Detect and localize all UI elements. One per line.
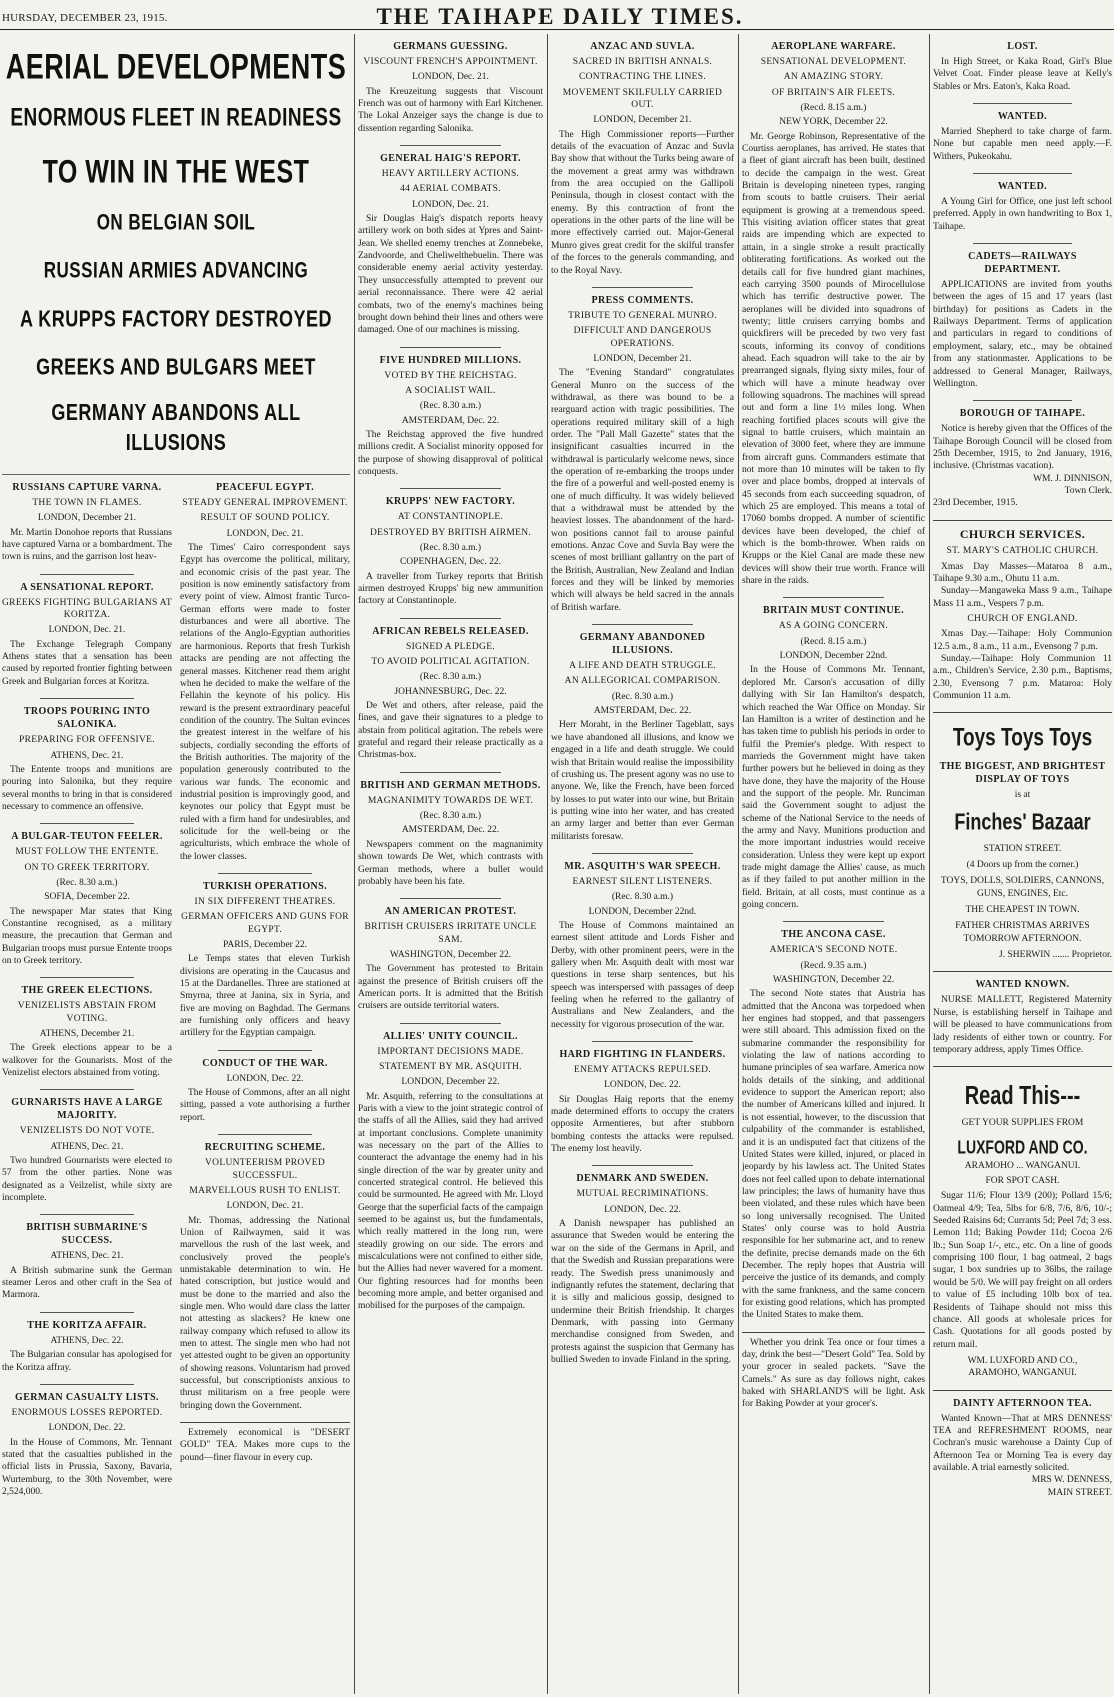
dateline: LONDON, Dec. 22. [604, 1080, 681, 1091]
article-headline: A SENSATIONAL REPORT. [20, 581, 154, 593]
article-body: De Wet and others, after release, paid the fines, and gave their signatures to a pledge to abstain from political agitation. The rebels were grateful and regard their release practically as a Christmas-box. [358, 701, 543, 761]
article-body: Le Temps states that eleven Turkish divisions are operating in the Caucasus and 15 at the Dardanelles. Three are stationed at Smyrna, three at Janina, six in Syria, and five are moving on Baghdad. The Germans are furnishing only officers and heavy artillery for the Egyptian campaign. [180, 954, 350, 1039]
ad-heading: CADETS—RAILWAYS DEPARTMENT. [968, 251, 1077, 276]
article-headline: AEROPLANE WARFARE. [771, 41, 896, 52]
article-headline: BRITISH AND GERMAN METHODS. [360, 779, 541, 791]
article-body: The newspaper Mar states that King Constantine recognised, as a military measure, the precaution that German and Bulgarian troops must pursue Entente troops on to Greek territory. [2, 906, 172, 966]
column-5-advertisements [933, 34, 1112, 1509]
ad-shop-name: LUXFORD AND CO. [957, 1136, 1088, 1157]
article-body: The High Commissioner reports—Further details of the evacuation of Anzac and Suvla Bay show that without the Turks being aware of the movement a great army was withdrawn from the area occupied on the Gallipoli Peninsula, though in closest contact with the enemy. By this contraction of front the operations in the other parts of the line will be more effectively carried out. Major-General Munro gives great credit for the skilful transfer of the forces to the generals commanding, and to the Royal Navy. [551, 129, 734, 276]
dateline: ATHENS, Dec. 21. [50, 1141, 124, 1152]
ad-heading: WANTED. [997, 111, 1048, 123]
dateline: AMSTERDAM, Dec. 22. [593, 706, 692, 717]
article-headline: AFRICAN REBELS RELEASED. [372, 625, 529, 637]
article-subheading: VOTED BY THE REICHSTAG. [384, 370, 517, 381]
headline: TO WIN IN THE WEST [42, 153, 310, 190]
article-body: Sir Douglas Haig reports that the enemy made determined efforts to occupy the craters opposite Armentieres, but after stubborn bombing contests the attacks were repulsed. The enemy lost heavily. [551, 1094, 734, 1155]
divider [40, 574, 134, 575]
article-headline: FIVE HUNDRED MILLIONS. [379, 354, 522, 366]
article-body: A Danish newspaper has published an assurance that Sweden would be entering the war on the side of the Germans in April, and that the Swedish and Russian preparations were ready. The Swedish press unanimously and indignantly refutes the statement, declaring that it is silly and malicious gossip, designed to undermine their British friendship. It charges Denmark, with passing into Germany merchandise consigned from Sweden, and protests against the suspicion that Germany has bullied Sweden to invade Finland in the spring. [551, 1219, 734, 1365]
ad-text: STATION STREET. [983, 843, 1062, 854]
news-article [551, 860, 734, 1031]
article-headline: BRITAIN MUST CONTINUE. [763, 605, 904, 617]
news-article [551, 631, 734, 843]
article-body: The Kreuzeitung suggests that Viscount French was out of harmony with Earl Kitchener. The Lokal Anzeiger says the change is due to dissention regarding Salonika. [358, 86, 543, 134]
divider [592, 1165, 693, 1166]
received-time: (Rec. 8.30 a.m.) [419, 401, 482, 412]
column-1 [2, 34, 350, 1508]
dateline: LONDON, Dec. 22. [604, 1204, 681, 1215]
divider [400, 347, 502, 348]
headline: ENORMOUS FLEET IN READINESS [10, 104, 342, 132]
ad-body: Extremely economical is "DESERT GOLD" TEA. Makes more cups to the pound—finer flavour in every cup. [180, 1428, 350, 1463]
ad-body: Whether you drink Tea once or four times a day, drink the best—"Desert Gold" Tea. Sold by your grocer in sealed packets. "Save the Camels." As sure as day follows night, cakes baked with SHARLAND'S will be light. Ask for Baking Powder at your grocer's. [742, 1337, 925, 1410]
article-subheading: ON TO GREEK TERRITORY. [24, 862, 150, 873]
article-headline: HARD FIGHTING IN FLANDERS. [559, 1049, 726, 1061]
news-article [2, 1096, 172, 1204]
divider [400, 488, 502, 489]
article-body: The House of Commons maintained an earnest silent attitude and Lords Fisher and Derby, with other prominent peers, were in the gallery when Mr. Asquith dealt with most war questions in terse sharp sentences, but his speech was interspersed with passages of deep feeling when he referred to the gallantry of Australians and New Zealanders, and the necessity for vigorous prosecution of the war. [551, 920, 734, 1030]
divider [783, 921, 884, 922]
dateline: LONDON, December 21. [593, 115, 692, 126]
dateline: NEW YORK, December 22. [779, 117, 888, 128]
headline: AERIAL DEVELOPMENTS [5, 47, 347, 87]
received-time: (Rec. 8.30 a.m.) [611, 892, 674, 903]
ad-text: (4 Doors up from the corner.) [966, 860, 1079, 871]
ad-wanted-shepherd [933, 110, 1112, 163]
news-article [180, 1141, 350, 1412]
news-article [2, 984, 172, 1079]
issue-date: HURSDAY, DECEMBER 23, 1915. [2, 12, 168, 24]
article-subheading: ENEMY ATTACKS REPULSED. [574, 1065, 711, 1076]
received-time: (Rec. 8.30 a.m.) [419, 542, 482, 553]
ad-subheading: THE BIGGEST, AND BRIGHTEST DISPLAY OF TOYS [939, 761, 1106, 785]
ad-signature-title: Town Clerk. [1064, 485, 1112, 496]
article-body: The Times' Cairo correspondent says Egypt has overcome the political, military, and economic crisis of the past year. The position is now eminently satisfactory from every point of view. Almost frantic Turco-German efforts were made to foster disturbances and were all abortive. The relations of the Anglo-Egyptian authorities are harmonious. Reports that fresh Turkish attacks are pending are not affecting the general masses. Kitchener read them aright when he decided to make the welfare of the Fellahin the keynote of his policy. His reward is the present extraordinary peaceful condition of the country. The Sultan evinces the greatest interest in the welfare of his subjects, cordially seconding the efforts of the British authorities. The majority of the population generously contributed to the various war funds. The economic and industrial position is improvingly good, and keynotes our policy that Egypt must be ruled with a firm hand for undesirables, and solicitude for the well-being or the agriculturists, which embrace the whole of the lower classes. [180, 543, 350, 862]
article-subheading: SIGNED A PLEDGE. [406, 641, 495, 652]
ad-body: Xmas Day.—Taihape: Holy Communion 12.5 a.m., 8 a.m., 11 a.m., Evensong 7 p.m. [933, 629, 1112, 652]
ad-text: FOR SPOT CASH. [985, 1176, 1060, 1187]
ad-signature: WM. J. DINNISON, [1033, 473, 1112, 484]
article-subheading: IN SIX DIFFERENT THEATRES. [194, 897, 336, 907]
column-3 [551, 34, 734, 1376]
ad-heading: WANTED KNOWN. [975, 979, 1070, 991]
main-headline-block [2, 47, 350, 475]
article-subheading: AN AMAZING STORY. [783, 72, 884, 83]
news-article [358, 152, 543, 336]
ad-text: TOYS, DOLLS, SOLDIERS, CANNONS, GUNS, ENGINES, Etc. [940, 876, 1105, 899]
dateline: COPENHAGEN, Dec. 22. [399, 557, 502, 568]
ad-body: Xmas Day Masses—Mataroa 8 a.m., Taihape 9.30 a.m., Ohutu 11 a.m. [933, 561, 1112, 584]
article-body: Sir Douglas Haig's dispatch reports heavy artillery work on both sides at Ypres and Saint-Jean. We shelled enemy trenches at Zonnebeke, Zandvoorde, and Cheliwelthebuelin. There was considerable enemy aerial activity yesterday. They unsuccessfully attempted to prevent our aerial reconnaissance. There were 42 aerial combats, two of the enemy's machines being brought down behind their lines and others were damaged. One of our machines is missing. [358, 214, 543, 336]
article-body: The House of Commons, after an all night sitting, passed a vote authorising a further report. [180, 1088, 350, 1123]
divider [218, 1134, 312, 1135]
divider [592, 624, 693, 625]
article-body: Two hundred Gournarists were elected to 57 from the other parties. None was designated as a Veilzelist, while sixty are incomplete. [2, 1156, 172, 1204]
article-body: Mr. Asquith, referring to the consultations at Paris with a view to the joint strategic control of the staffs of all the Allies, said they had arrived at important conclusions. Complete unanimity was necessary on the part of the Allies to counteract the advantage the enemy had in his single direction of the war by greater unity and concerted strategical control. He believed this could be surmounted. He agreed with Mr. Lloyd George that the superficial facts of the campaign seemed to be against us, but the fundamentals, which really mattered in the long run, were steadily growing on our side. The errors and miscalculations were not confined to either side, but the Allies had never wavered for a moment. Our fighting resources had for months been becoming more ample, and better organised and mobilised for the purposes of the campaign. [358, 1091, 543, 1312]
dateline: AMSTERDAM, Dec. 22. [401, 825, 500, 836]
ad-body: Notice is hereby given that the Offices of the Taihape Borough Council will be closed from 25th December, 1915, to 2nd January, 1916, inclusive. (Christmas vacation). [933, 424, 1112, 472]
article-subheading: GREEKS FIGHTING BULGARIANS AT KORITZA. [2, 597, 172, 621]
ad-heading: Read This--- [964, 1081, 1081, 1111]
news-article [358, 495, 543, 607]
article-headline: THE ANCONA CASE. [781, 929, 886, 941]
column-rule [738, 34, 739, 1694]
news-article [2, 1221, 172, 1301]
article-body: A traveller from Turkey reports that British airmen destroyed Krupps' big new ammunition factory at Constantinople. [358, 571, 543, 607]
article-subheading: 44 AERIAL COMBATS. [400, 184, 501, 195]
article-headline: BRITISH SUBMARINE'S SUCCESS. [26, 1222, 148, 1247]
news-article [551, 40, 734, 277]
article-body: In the House of Commons Mr. Tennant, deplored Mr. Carson's accusation of dilly dallying with Sir Ian Hamilton's despatch, which reached the War Office on Monday. Sir Ian Hamilton is a writer of destinction and he has taken time to publish his periods in order to fulfil the Premier's pledge. With respect to marrieds the Government might have taken further powers but he believed in doing as they have done, they have the majority of the House and the support of the people. Mr. Runciman said the Government sought to adjust the scheme of the National Service to the needs of the army and Navy. Munitions production and the more important industries would receive consideration. Unless they were kept up export trade might damage the Allies' cause, as much as if they failed to put another million in the field. Britain, at all costs, must continue as a going concern. [742, 665, 925, 910]
ad-heading: DAINTY AFTERNOON TEA. [953, 1397, 1092, 1409]
received-time: (Rec. 8.30 a.m.) [56, 877, 118, 888]
ad-signature: ARAMOHO, WANGANUI. [968, 1368, 1077, 1379]
ad-heading: Toys Toys Toys [952, 724, 1093, 753]
newspaper-title: THE TAIHAPE DAILY TIMES. [376, 4, 744, 29]
news-article [2, 581, 172, 688]
column-2 [358, 34, 543, 1323]
article-headline: DENMARK AND SWEDEN. [576, 1173, 709, 1185]
dateline: PARIS, December 22. [222, 940, 308, 951]
divider [40, 1384, 134, 1385]
news-article [2, 481, 172, 564]
divider [973, 243, 1071, 244]
column-rule [547, 34, 548, 1694]
dateline: LONDON, Dec. 21. [226, 528, 304, 539]
ad-body: Sugar 11/6; Flour 13/9 (200); Pollard 15/6; Oatmeal 4/9; Tea, 5lbs for 6/8, 7/6, 8/6, 10/-; Seeded Raisins 6d; Currants 5d; Peel 7d; 3 ess. Lemon 11d; Baking Powder 11d; Cocoa 2/6 lb.; Sun Soap 1/-, etc., etc. On a line of goods comprising 100 flour, 1 bag oatmeal, 2 bags sugar, 1 box sundries up to 36lbs, the railage would be 5/0. We will pay freight on all orders to value of £5 including 10lb box of tea. Residents of Taihape should not miss this chance. All goods at wholesale prices for Cash. Quotations for all goods posted by return mail. [933, 1191, 1112, 1350]
article-headline: MR. ASQUITH'S WAR SPEECH. [564, 860, 721, 872]
divider [40, 1312, 134, 1313]
article-subheading: A SOCIALIST WAIL. [405, 385, 496, 396]
divider [400, 618, 502, 619]
divider [783, 597, 884, 598]
dateline: LONDON, Dec. 21. [412, 72, 489, 83]
ad-text: THE CHEAPEST IN TOWN. [965, 905, 1080, 916]
article-headline: PEACEFUL EGYPT. [215, 482, 315, 494]
ad-wanted-girl [933, 180, 1112, 233]
dateline: LONDON, December 21. [37, 513, 137, 524]
divider [973, 400, 1071, 401]
article-subheading: AS A GOING CONCERN. [778, 621, 889, 632]
divider [40, 1089, 134, 1090]
divider [973, 173, 1071, 174]
dateline: AMSTERDAM, Dec. 22. [401, 415, 500, 426]
ad-heading: LOST. [1007, 41, 1038, 52]
news-article [358, 40, 543, 135]
news-article [2, 830, 172, 967]
article-subheading: MAGNANIMITY TOWARDS DE WET. [367, 795, 534, 806]
article-subheading: HEAVY ARTILLERY ACTIONS. [381, 169, 520, 180]
news-article [2, 705, 172, 813]
masthead [0, 0, 1114, 30]
news-article [358, 625, 543, 762]
ad-body: Sunday.—Taihape: Holy Communion 11 a.m., Children's Service, 2.30 p.m., Baptisms, 2.30, Evensong 7 p.m. Mataroa: Holy Communion 11 a.m. [933, 653, 1112, 701]
article-subheading: A LIFE AND DEATH STRUGGLE. [569, 661, 716, 672]
headline: GERMANY ABANDONS ALL ILLUSIONS [51, 399, 301, 456]
article-subheading: GERMAN OFFICERS AND GUNS FOR EGYPT. [181, 912, 349, 935]
article-subheading: OF BRITAIN'S AIR FLEETS. [771, 87, 896, 98]
divider [40, 1214, 134, 1215]
news-article [551, 294, 734, 614]
column-rule [929, 34, 930, 1694]
dateline: SOFIA, December 22. [44, 892, 130, 903]
article-headline: ANZAC AND SUVLA. [590, 41, 695, 52]
received-time: (Recd. 8.15 a.m.) [800, 103, 867, 114]
article-body: The Entente troops and munitions are pouring into Salonika, but they require several months to bring in that is considered necessary to commence an offensive. [2, 764, 172, 812]
received-time: (Rec. 8.30 a.m.) [419, 672, 482, 683]
article-subheading: STATEMENT BY MR. ASQUITH. [379, 1061, 522, 1072]
article-subheading: RESULT OF SOUND POLICY. [200, 513, 330, 524]
article-subheading: BRITISH CRUISERS IRRITATE UNCLE SAM. [364, 922, 537, 945]
dateline: ATHENS, Dec. 21. [50, 1251, 124, 1262]
divider [973, 103, 1071, 104]
ad-body: Sunday—Mangaweka Mass 9 a.m., Taihape Mass 11 a.m., Vespers 7 p.m. [933, 586, 1112, 609]
ad-subheading: ST. MARY'S CATHOLIC CHURCH. [946, 546, 1099, 557]
news-article [358, 905, 543, 1012]
article-subheading: DESTROYED BY BRITISH AIRMEN. [369, 527, 532, 538]
received-time: (Recd. 9.35 a.m.) [800, 960, 867, 971]
article-subheading: VENIZELISTS ABSTAIN FROM VOTING. [17, 1001, 157, 1024]
news-article [358, 779, 543, 888]
ad-wanted-known [933, 971, 1112, 1056]
article-body: The second Note states that Austria has admitted that the Ancona was torpedoed when her engines had stopped, and that passengers were still aboard. This admission fixed on the submarine commander the responsibility for violating the law of nations according to humane principles of sea warfare. America now holds details of the sinking, and additional evidence to support the American report; also the number of Americans killed and injured. It is not essential, however, to the discussion that culpability of the commander is established, and it is an undisputed fact that citizens of the United States were killed, injured, or placed in jeopardy by his lawless act. The United States does not feel called upon to debate international law principles; the laws of humanity have thus been violated, and these rules which have been so long universally recognised. The United States' only course was to hold Austria responsible for her submarine act, and to renew the definite, precise demands made on the 6th December. The reply hopes that Austria will perceive the justice of its demands, and comply with the same frankness, and the same concern for existing good relations, which has prompted the United States to make them. [742, 989, 925, 1321]
article-subheading: SACRED IN BRITISH ANNALS. [572, 57, 713, 67]
dateline: JOHANNESBURG, Dec. 22. [394, 686, 507, 697]
news-article [358, 1030, 543, 1313]
article-subheading: EARNEST SILENT LISTENERS. [572, 876, 713, 887]
article-headline: GERMANY ABANDONED ILLUSIONS. [579, 632, 706, 657]
ad-heading: CHURCH SERVICES. [959, 526, 1086, 541]
ad-text: is at [1014, 790, 1031, 800]
headline: A KRUPPS FACTORY DESTROYED [19, 306, 333, 333]
dateline: WASHINGTON, December 22. [772, 975, 895, 986]
ad-heading: WANTED. [997, 181, 1048, 193]
article-body: In the House of Commons, Mr. Tennant stated that the casualties published in the official lists in Prussia, Saxony, Bavaria, Wurtemburg, to the 30th November, were 2,524,000. [2, 1437, 172, 1497]
dateline: LONDON, December 21. [593, 353, 692, 364]
article-headline: AN AMERICAN PROTEST. [384, 906, 517, 918]
article-subheading: STEADY GENERAL IMPROVEMENT. [182, 498, 348, 509]
ad-dainty-tea [933, 1390, 1112, 1499]
column-1a [2, 475, 172, 1508]
ad-toys [933, 712, 1112, 961]
ad-signature: WM. LUXFORD AND CO., [967, 1355, 1078, 1366]
article-headline: KRUPPS' NEW FACTORY. [385, 496, 516, 508]
article-subheading: TRIBUTE TO GENERAL MUNRO. [568, 310, 717, 321]
ad-lost [933, 40, 1112, 93]
article-subheading: PREPARING FOR OFFENSIVE. [19, 735, 155, 746]
ad-body: APPLICATIONS are invited from youths between the ages of 15 and 17 years (last birthday) for positions as Cadets in the Railways Department. Terms of application and particulars in regard to conditions of employment, salary, etc., may be obtained from any stationmaster. Applications to be addressed to General Manager, Railways, Wellington. [933, 280, 1112, 389]
dateline: LONDON, Dec. 21. [226, 1201, 304, 1212]
dateline: LONDON, December 22nd. [779, 651, 888, 662]
dateline: LONDON, December 22nd. [588, 906, 697, 917]
column-1-subcolumns [2, 475, 350, 1508]
dateline: LONDON, Dec. 21. [412, 199, 489, 210]
headline: ON BELGIAN SOIL [96, 210, 256, 235]
ad-subheading: CHURCH OF ENGLAND. [967, 613, 1078, 624]
ad-body: Married Shepherd to take charge of farm. None but capable men need apply.—F. Withers, Pukeokahu. [933, 127, 1112, 162]
received-time: (Recd. 8.15 a.m.) [800, 636, 867, 647]
news-article [742, 40, 925, 587]
article-headline: TROOPS POURING INTO SALONIKA. [23, 706, 151, 731]
divider [218, 873, 312, 874]
article-subheading: MARVELLOUS RUSH TO ENLIST. [189, 1185, 341, 1196]
ad-body: NURSE MALLETT, Registered Maternity Nurse, is establishing herself in Taihape and will be pleased to have communications from lady residents of either town or country. For temporary address, apply Times Office. [933, 995, 1112, 1055]
ad-cadets [933, 250, 1112, 390]
article-body: Mr. Thomas, addressing the National Union of Railwaymen, said it was marvellous the rush of the last week, and conclusively proved the people's unmistakable determination to win. He hated conscription, but justice would and must be done to the married and also the single men. Who would dare class the latter not attesting as slackers? He knew one railway company which refused to allow its men to attest. The single men who had not yet attested ought to be given an opportunity of showing reasons. Voluntarism had proved successful, but conscriptionists anxious to thrust militarism on a free people were bringing down the Government. [180, 1215, 350, 1411]
article-subheading: AT CONSTANTINOPLE. [397, 512, 504, 523]
dateline: LONDON, December 22. [401, 1077, 500, 1088]
article-subheading: TO AVOID POLITICAL AGITATION. [371, 657, 530, 668]
article-body: The Bulgarian consular has apologised for the Koritza affray. [2, 1350, 172, 1373]
divider [592, 853, 693, 854]
ad-body: A Young Girl for Office, one just left school preferred. Apply in own handwriting to Box 1, Taihape. [933, 197, 1112, 232]
divider [400, 1023, 502, 1024]
headline: GREEKS AND BULGARS MEET [36, 353, 316, 380]
article-subheading: THE TOWN IN FLAMES. [32, 498, 142, 509]
article-headline: GURNARISTS HAVE A LARGE MAJORITY. [11, 1097, 163, 1122]
article-subheading: VISCOUNT FRENCH'S APPOINTMENT. [363, 57, 538, 67]
ad-text: FATHER CHRISTMAS ARRIVES TOMORROW AFTERNOON. [955, 921, 1090, 944]
column-4 [742, 34, 925, 1421]
article-headline: A BULGAR-TEUTON FEELER. [11, 831, 163, 843]
article-subheading: CONTRACTING THE LINES. [578, 72, 706, 83]
article-subheading: MUTUAL RECRIMINATIONS. [576, 1189, 709, 1200]
article-body: Herr Moraht, in the Berliner Tageblatt, says we have abandoned all illusions, and know we engaged in a life and death struggle. We could wish that Britain would realise the impossibility of crushing us. The present agony was no use to anyone. We, like the French, have been forced by losses to put water into our wine, but Britain is putting wine into her water, and has created an army larger and better than ever German militarists foresaw. [551, 720, 734, 842]
news-article [551, 1048, 734, 1155]
article-subheading: DIFFICULT AND DANGEROUS OPERATIONS. [573, 326, 712, 349]
divider [40, 977, 134, 978]
dateline: ATHENS, Dec. 22. [50, 1335, 124, 1346]
news-article [742, 928, 925, 1321]
news-article [742, 604, 925, 911]
article-subheading: VOLUNTEERISM PROVED SUCCESSFUL. [205, 1158, 325, 1181]
ad-date: 23rd December, 1915. [933, 498, 1018, 509]
article-subheading: MUST FOLLOW THE ENTENTE. [15, 847, 159, 858]
article-body: Mr. Martin Donohoe reports that Russians have captured Varna or a bombardment. The town is ruins, and the garrison lost heav- [2, 527, 172, 563]
column-1b [180, 475, 350, 1508]
article-subheading: AMERICA'S SECOND NOTE. [769, 945, 898, 956]
article-headline: GERMAN CASUALTY LISTS. [15, 1391, 159, 1403]
news-article [180, 1057, 350, 1124]
ad-text: ARAMOHO ... WANGANUI. [964, 1160, 1081, 1171]
article-body: Newspapers comment on the magnanimity shown towards De Wet, which contrasts with German methods, where a bullet would probably have been his fate. [358, 839, 543, 887]
dateline: ATHENS, Dec. 21. [50, 750, 124, 761]
ad-body: In High Street, or Kaka Road, Girl's Blue Velvet Coat. Finder please leave at Kelly's Stables or Mrs. Eaton's, Kaka Road. [933, 57, 1112, 92]
article-subheading: VENIZELISTS DO NOT VOTE. [19, 1126, 155, 1137]
article-subheading: MOVEMENT SKILFULLY CARRIED OUT. [562, 87, 723, 111]
headline: RUSSIAN ARMIES ADVANCING [43, 258, 309, 284]
news-article [180, 481, 350, 863]
advertisement [180, 1422, 350, 1464]
ad-signature: MRS W. DENNESS, [1031, 1475, 1112, 1486]
article-headline: THE KORITZA AFFAIR. [27, 1319, 147, 1331]
divider [592, 287, 693, 288]
article-body: The "Evening Standard" congratulates General Munro on the success of the withdrawal, as there was bound to be a rearguard action with tragic possibilities. The operations required military skill of a high order. The "Pall Mall Gazette" states that the insignificant casualties incurred in the withdrawal is particularly welcome news, since the operation of re-embarking the troops under the fire of a powerful and well-posted enemy is one of much difficulty. It was widely believed that a withdrawal must be attended by the heaviest losses. The abandonment of the hard-won positions cannot fail to arouse painful emotions. Anzac Cove and Suvla Bay were the scenes of most brilliant gallantry on the part of the British, Australian, New Zealand and Indian forces and they will be linked by memories which will always be held sacred in the annals of British warfare. [551, 368, 734, 613]
received-time: (Rec. 8.30 a.m.) [611, 691, 674, 702]
article-headline: THE GREEK ELECTIONS. [21, 985, 153, 997]
dateline: LONDON, Dec. 22. [48, 1423, 126, 1434]
article-headline: TURKISH OPERATIONS. [202, 881, 328, 892]
article-body: The Exchange Telegraph Company Athens states that a sensation has been caused by reported frontier fighting between Greek and Bulgarian forces at Koritza. [2, 639, 172, 687]
news-article [358, 354, 543, 479]
news-article [2, 1391, 172, 1498]
advertisement [742, 1332, 925, 1411]
article-headline: GERMANS GUESSING. [393, 41, 508, 52]
divider [400, 898, 502, 899]
article-body: A British submarine sunk the German steamer Leros and other craft in the Sea of Marmora. [2, 1265, 172, 1301]
dateline: ATHENS, December 21. [39, 1029, 135, 1039]
ad-shop-name: Finches' Bazaar [954, 809, 1091, 836]
dateline: LONDON, Dec. 22. [226, 1073, 304, 1084]
dateline: WASHINGTON, December 22. [389, 949, 512, 960]
column-rule [354, 34, 355, 1694]
article-headline: GENERAL HAIG'S REPORT. [380, 153, 521, 165]
news-article [551, 1172, 734, 1366]
dateline: LONDON, Dec. 21. [48, 625, 126, 636]
article-body: The Greek elections appear to be a walkover for the Gounarists. Most of the Venizelist electors abstained from voting. [2, 1043, 172, 1079]
ad-signature: MAIN STREET. [1047, 1487, 1112, 1498]
article-subheading: ENORMOUS LOSSES REPORTED. [11, 1407, 163, 1418]
news-article [180, 880, 350, 1040]
divider [400, 772, 502, 773]
article-body: Mr. George Robinson, Representative of the Courtiss aeroplanes, has arrived. He states that a fleet of giant aircraft has been built, destined to decide the campaign in the west. Great Britain is developing nineteen types, ranging from scouts to battle cruisers. Their aerial equipment is growing at a tremendous speed. This visiting aviation officer states that great raids are impending which are expected to attain, in a single stroke a result practically obliterating fortifications. As worked out the details call for five hundred giant machines, each carrying 3500 pounds of Mirocellulose which has terrific destructive power. The aeroplanes will be divided into squadrons of twenty; little cruisers carrying bombs and quickfirers will be preceded by two very fast scouts, informing its convoy of conditions ahead. Each squadron will take to the air by prearranged signals, flying sixty miles, four of which will have a minute headway over following squadrons. The machines will spread out and form a line 1½ miles long. When reaching fortified places scouts will give the signal to battle cruisers, which maintain an elevation of 3000 feet, where they are immune from aircraft guns. Commanders estimate that not more than 10 minutes will be taken to fly over and place bombs, dropped at intervals of 45 seconds from each succeeding squadron, of which 25 are employed. This means a total of 17060 bombs dropped. A number of scientific devices have been developed, the chief of which is the bomb-thrower. When raids on Krupps or the Kiel Canal are made these new devices will show their true worth. France will share in the raids. [742, 131, 925, 587]
article-headline: CONDUCT OF THE WAR. [202, 1057, 328, 1069]
divider [40, 698, 134, 699]
divider [592, 1041, 693, 1042]
article-headline: RUSSIANS CAPTURE VARNA. [12, 482, 162, 494]
ad-text: GET YOUR SUPPLIES FROM [961, 1118, 1084, 1129]
article-body: The Government has protested to Britain against the presence of British cruisers off the American ports. It is admitted that the British cruisers are outside territorial waters. [358, 964, 543, 1012]
article-headline: RECRUITING SCHEME. [204, 1142, 326, 1154]
article-headline: PRESS COMMENTS. [591, 294, 694, 306]
ad-luxford [933, 1066, 1112, 1379]
divider [400, 145, 502, 146]
article-body: The Reichstag approved the five hundred millions credit. A Socialist minority opposed for the purpose of showing disapproval of political conquests. [358, 429, 543, 477]
article-subheading: AN ALLEGORICAL COMPARISON. [564, 676, 721, 687]
divider [40, 823, 134, 824]
ad-text: J. SHERWIN ....... Proprietor. [999, 950, 1112, 961]
ad-borough [933, 407, 1112, 509]
ad-church-services [933, 520, 1112, 703]
divider [218, 1050, 312, 1051]
article-subheading: SENSATIONAL DEVELOPMENT. [760, 57, 907, 67]
article-headline: ALLIES' UNITY COUNCIL. [383, 1030, 518, 1042]
received-time: (Rec. 8.30 a.m.) [419, 811, 482, 822]
article-subheading: IMPORTANT DECISIONS MADE. [377, 1046, 524, 1057]
ad-body: Wanted Known—That at MRS DENNESS' TEA and REFRESHMENT ROOMS, near Cochran's music warehouse a Dainty Cup of Afternoon Tea or Morning Tea is every day available. A trial earnestly solicited. [933, 1413, 1112, 1473]
news-article [2, 1319, 172, 1374]
ad-heading: BOROUGH OF TAIHAPE. [959, 408, 1086, 420]
